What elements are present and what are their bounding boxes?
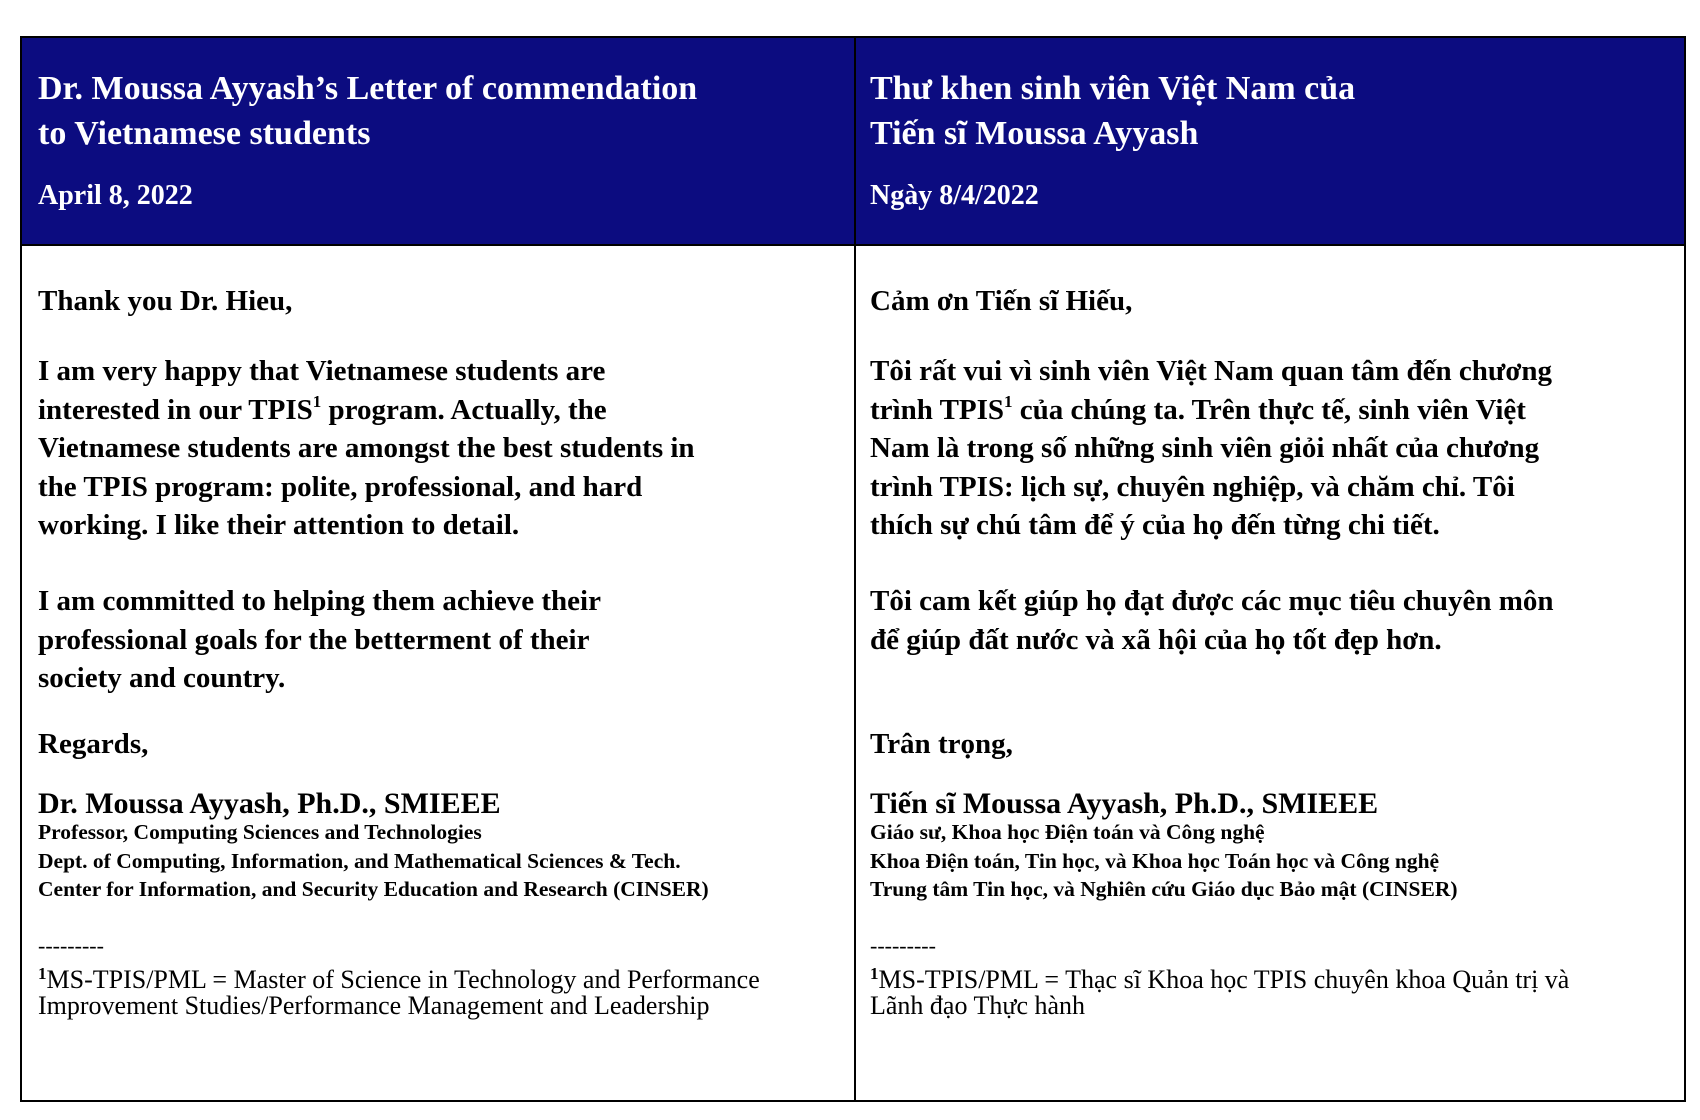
- vietnamese-paragraph-1-line-1: Tôi rất vui vì sinh viên Việt Nam quan tâm đến chương: [870, 355, 1553, 387]
- vietnamese-date: Ngày 8/4/2022: [870, 180, 1039, 211]
- vietnamese-paragraph-1-text-b: của chúng ta. Trên thực tế, sinh viên Việt: [1012, 393, 1526, 426]
- english-footnote-mark: 1: [38, 964, 47, 983]
- vietnamese-closing: Trân trọng,: [870, 728, 1013, 760]
- english-paragraph-1-text-a: interested in our TPIS: [38, 393, 313, 426]
- english-signature-name: Dr. Moussa Ayyash, Ph.D., SMIEEE: [38, 787, 501, 820]
- english-header-cell: [38, 38, 838, 244]
- header-row: [22, 38, 1684, 244]
- vietnamese-signature-title: Giáo sư, Khoa học Điện toán và Công nghệ: [870, 820, 1265, 844]
- english-paragraph-2: I am committed to helping them achieve their professional goals for the betterment of their society and country.: [38, 585, 601, 694]
- english-closing: Regards,: [38, 728, 149, 760]
- vietnamese-paragraph-1-line-2: [870, 391, 1526, 430]
- vietnamese-greeting: Cảm ơn Tiến sĩ Hiếu,: [870, 285, 1133, 317]
- vietnamese-signature-center: Trung tâm Tin học, và Nghiên cứu Giáo dục Bảo mật (CINSER): [870, 877, 1458, 901]
- english-signature-department: Dept. of Computing, Information, and Mathematical Sciences & Tech.: [38, 848, 681, 873]
- english-paragraph-1-line-2: [38, 391, 607, 430]
- vietnamese-footnote-mark: 1: [870, 964, 879, 983]
- english-paragraph-1-text-b: program. Actually, the: [321, 393, 607, 426]
- vietnamese-footnote-reference: 1: [1004, 391, 1013, 411]
- vietnamese-footnote-text-1: MS-TPIS/PML = Thạc sĩ Khoa học TPIS chuyên khoa Quản trị và: [878, 965, 1570, 994]
- english-footnote-text-1: MS-TPIS/PML = Master of Science in Technology and Performance: [46, 965, 760, 994]
- english-paragraph-1-line-1: I am very happy that Vietnamese students are: [38, 355, 606, 387]
- vietnamese-footnote-line-2: Lãnh đạo Thực hành: [870, 991, 1086, 1020]
- bilingual-letter-table: [20, 36, 1686, 1102]
- english-signature-title: Professor, Computing Sciences and Technologies: [38, 820, 482, 844]
- english-title: Dr. Moussa Ayyash’s Letter of commendation to Vietnamese students: [38, 70, 698, 152]
- vietnamese-title: Thư khen sinh viên Việt Nam của Tiến sĩ Moussa Ayyash: [870, 70, 1356, 152]
- english-footnote-separator: ---------: [38, 933, 104, 958]
- body-row: [22, 244, 1684, 1100]
- vietnamese-body-cell: [870, 246, 1670, 1100]
- english-paragraph-1-rest: Vietnamese students are amongst the best students in the TPIS program: polite, professional, and hard working. I like their attention to detail.: [38, 432, 695, 541]
- english-body-cell: [38, 246, 838, 1100]
- vietnamese-signature-department: Khoa Điện toán, Tin học, và Khoa học Toán học và Công nghệ: [870, 848, 1440, 873]
- english-footnote-reference: 1: [312, 391, 322, 411]
- english-greeting: Thank you Dr. Hieu,: [38, 285, 293, 317]
- english-signature-center: Center for Information, and Security Education and Research (CINSER): [38, 877, 709, 901]
- vietnamese-paragraph-1-rest: Nam là trong số những sinh viên giỏi nhất của chương trình TPIS: lịch sự, chuyên nghiệp, và chăm chỉ. Tôi thích sự chú tâm để ý của họ đến từng chi tiết.: [870, 432, 1540, 541]
- vietnamese-header-cell: [870, 38, 1670, 244]
- english-footnote-line-2: Improvement Studies/Performance Management and Leadership: [38, 991, 710, 1020]
- vietnamese-signature-name: Tiến sĩ Moussa Ayyash, Ph.D., SMIEEE: [870, 787, 1379, 820]
- vietnamese-paragraph-2: Tôi cam kết giúp họ đạt được các mục tiêu chuyên môn để giúp đất nước và xã hội của họ tốt đẹp hơn.: [870, 585, 1554, 656]
- column-divider: [854, 38, 856, 1100]
- vietnamese-footnote-separator: ---------: [870, 933, 936, 958]
- vietnamese-paragraph-1-text-a: trình TPIS: [870, 393, 1005, 426]
- english-date: April 8, 2022: [38, 180, 193, 211]
